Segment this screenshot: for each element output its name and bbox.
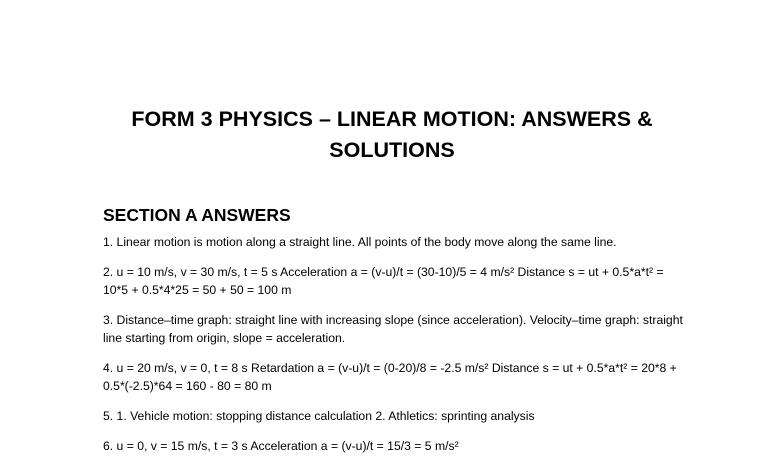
answers-list [103, 233, 683, 467]
document-title-line-2: SOLUTIONS [329, 138, 455, 162]
document-title-line-1: FORM 3 PHYSICS – LINEAR MOTION: ANSWERS & [131, 107, 653, 131]
answer-2: 2. u = 10 m/s, v = 30 m/s, t = 5 s Acceleration a = (v-u)/t = (30-10)/5 = 4 m/s² Distance s = ut + 0.5*a*t² = 10*5 + 0.5*4*25 = 50 + 50 = 100 m [103, 265, 664, 297]
answer-4: 4. u = 20 m/s, v = 0, t = 8 s Retardation a = (v-u)/t = (0-20)/8 = -2.5 m/s² Distance s = ut + 0.5*a*t² = 20*8 + 0.5*(-2.5)*64 = 160 - 80 = 80 m [103, 361, 677, 393]
section-a-heading: SECTION A ANSWERS [103, 205, 291, 225]
answer-1: 1. Linear motion is motion along a straight line. All points of the body move along the same line. [103, 235, 617, 249]
answer-6: 6. u = 0, v = 15 m/s, t = 3 s Acceleration a = (v-u)/t = 15/3 = 5 m/s² [103, 439, 459, 453]
answer-5: 5. 1. Vehicle motion: stopping distance calculation 2. Athletics: sprinting analysis [103, 409, 535, 423]
document-title [40, 104, 744, 166]
answer-3: 3. Distance–time graph: straight line with increasing slope (since acceleration). Velocity–time graph: straight line starting from origin, slope = acceleration. [103, 313, 683, 345]
